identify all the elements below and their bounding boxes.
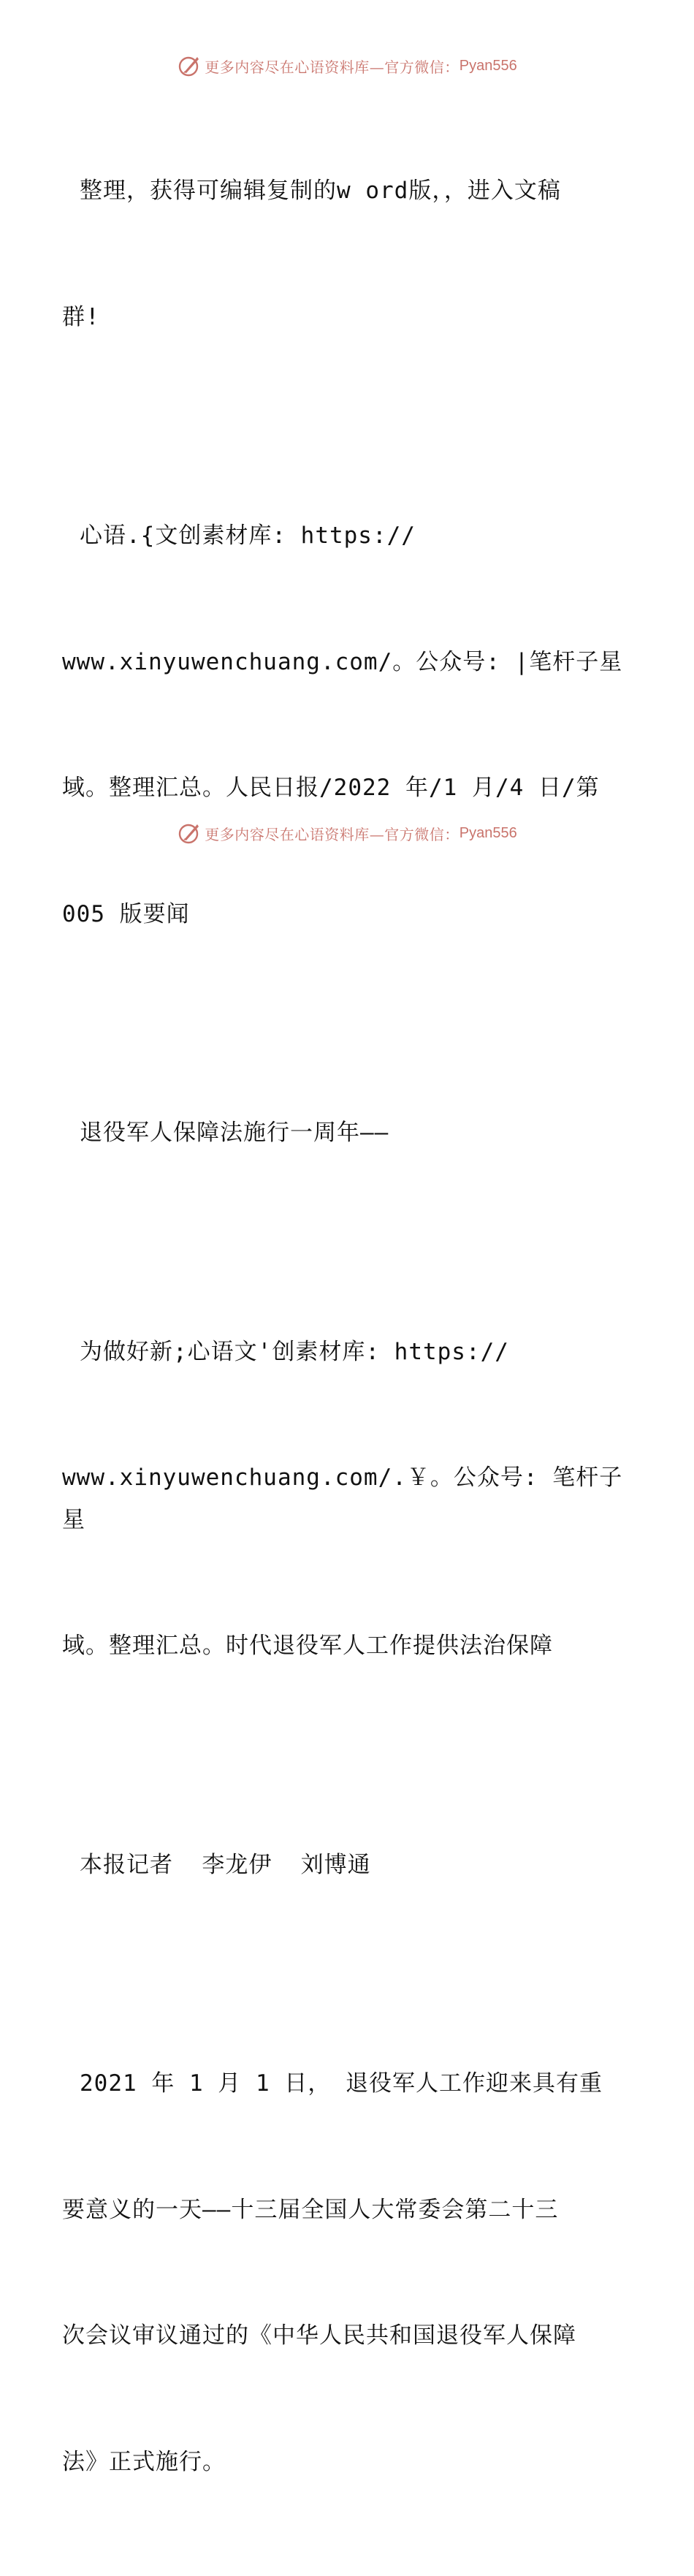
watermark-wechat-id: Pyan556: [459, 57, 517, 74]
watermark-text: 更多内容尽在心语资料库—官方微信：: [205, 825, 460, 843]
text-line: 退役军人保障法施行一周年——: [80, 1120, 389, 1146]
text-line: www.xinyuwenchuang.com/。公众号: |笔杆子星: [62, 648, 623, 675]
text-line: 心语.{文创素材库: https://: [80, 523, 416, 549]
quill-pen-logo-icon: [177, 53, 202, 78]
quill-pen-logo-icon: [177, 821, 202, 846]
text-line: 次会议审议通过的《中华人民共和国退役军人保障: [62, 2322, 576, 2349]
text-line: 域。整理汇总。人民日报/2022 年/1 月/4 日/第: [62, 775, 600, 801]
paragraph-2: [62, 431, 633, 1019]
text-line: 要意义的一天——十三届全国人大常委会第二十三: [62, 2196, 559, 2223]
text-line: 法》正式施行。: [62, 2448, 226, 2475]
text-line: www.xinyuwenchuang.com/.￥。公众号: 笔杆子星: [62, 1464, 623, 1533]
paragraph-6: [62, 1979, 633, 2567]
text-line: 2021 年 1 月 1 日， 退役军人工作迎来具有重: [80, 2070, 603, 2097]
header-watermark: [0, 51, 694, 80]
paragraph-1: [62, 86, 633, 422]
text-line: 整理，获得可编辑复制的w ord版，，进入文稿: [80, 178, 561, 204]
text-line: 域。整理汇总。时代退役军人工作提供法治保障: [62, 1633, 553, 1659]
text-line: 005 版要闻: [62, 900, 190, 927]
text-line: 群!: [62, 303, 100, 330]
paragraph-5-byline: [71, 1760, 633, 1971]
paragraph-3-headline: [71, 1028, 633, 1239]
document-body: [62, 86, 633, 2576]
watermark-text: 更多内容尽在心语资料库—官方微信：: [205, 58, 460, 76]
text-line: 本报记者 李龙伊 刘博通: [80, 1851, 371, 1878]
watermark-wechat-id: Pyan556: [459, 824, 517, 841]
text-line: 为做好新;心语文'创素材库: https://: [80, 1338, 509, 1365]
footer-watermark: [0, 818, 694, 848]
paragraph-4: [62, 1247, 633, 1752]
